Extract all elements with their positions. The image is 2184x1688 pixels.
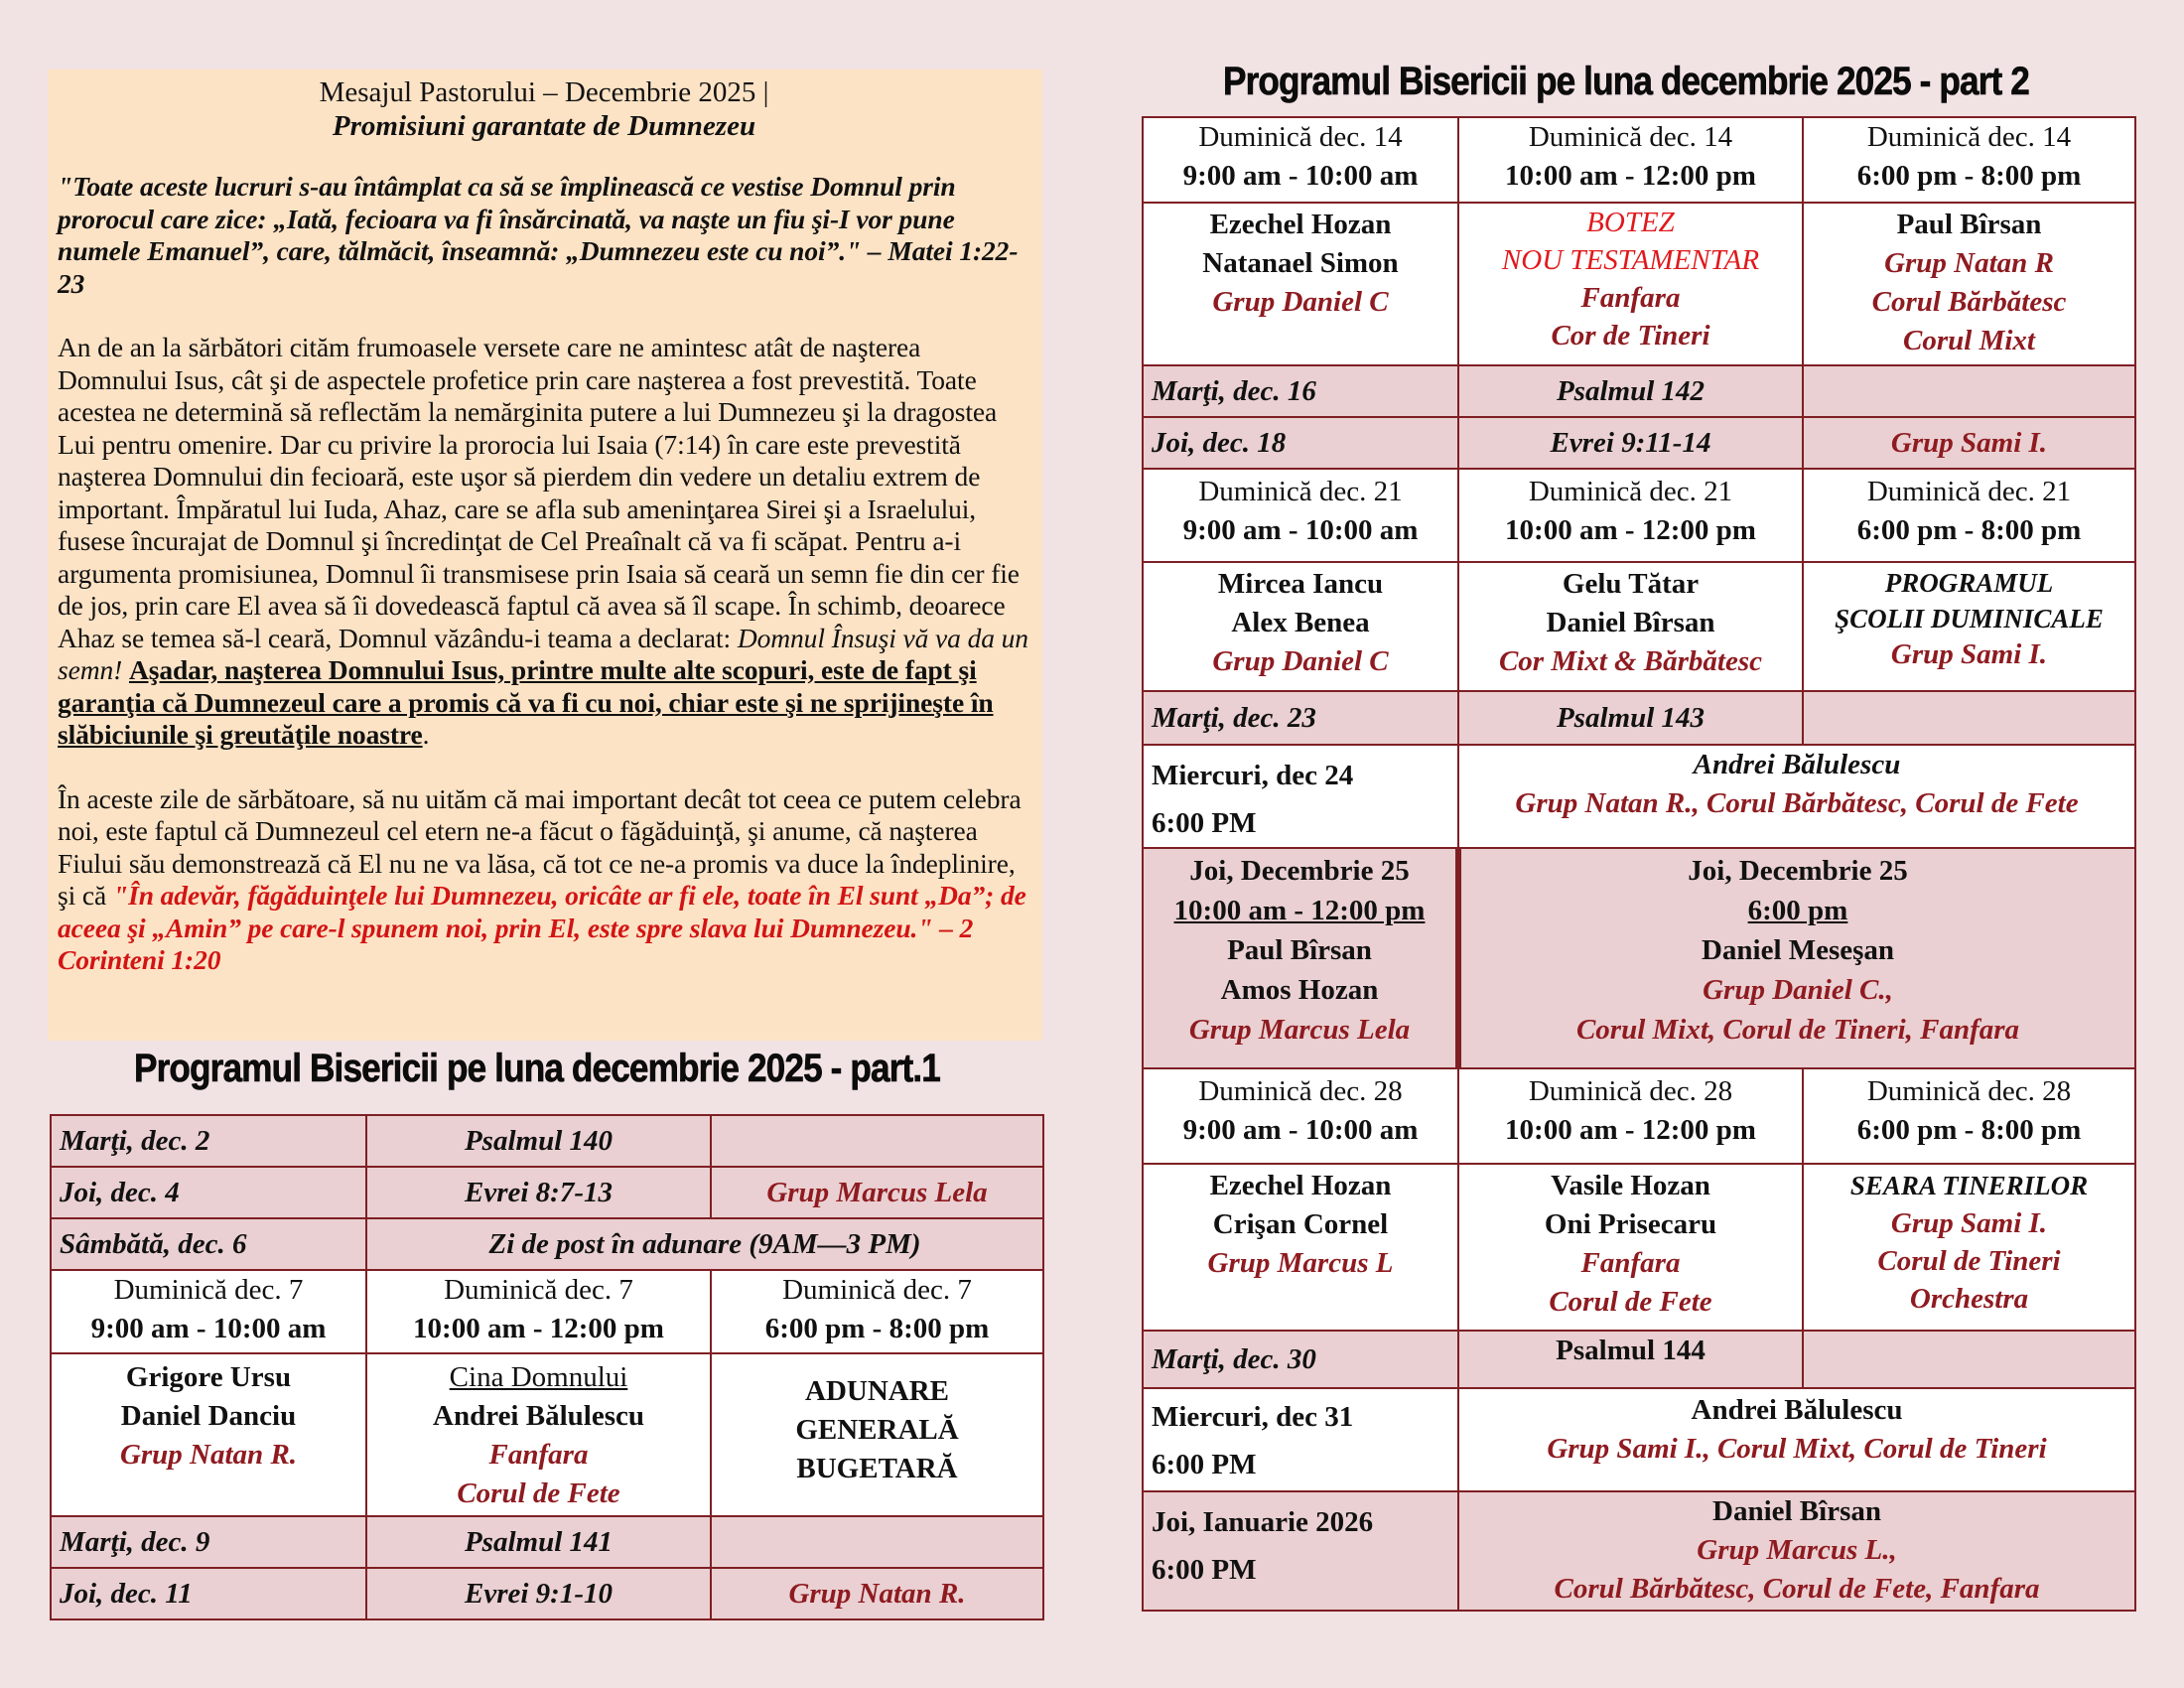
- row-reading: Psalmul 144: [1458, 1331, 1803, 1388]
- group: Orchestra: [1909, 1283, 2029, 1315]
- row-label: Marţi, dec. 9: [51, 1516, 366, 1568]
- event-line: BOTEZ: [1586, 207, 1675, 238]
- service-time: 10:00 am - 12:00 pm: [1505, 1114, 1756, 1146]
- event-time: 6:00 PM: [1152, 1449, 1257, 1480]
- service-day: Duminică dec. 14: [1528, 121, 1733, 153]
- row-dec-25: [1143, 848, 2135, 1068]
- paragraph-1-text: An de an la sărbători cităm frumoasele versete care ne amintesc atât de naşterea Domnului Isus, cât şi de aspectele profetice prin care naşterea a fost prevestită. Toate acestea ne determină să reflectăm la nemărginita putere a lui Dumnezeu şi la dragostea Lui pentru omenire. Dar cu privire la prorocia lui Isaia (7:14) în care este prevestită naşterea Domnului din fecioară, este uşor să pierdem din vedere un detaliu extrem de important. Împăratul lui Iuda, Ahaz, care se afla sub ameninţarea Sirei şi a Israelului, fusese încurajat de Domnul şi încredinţat de Cel Preaînalt că va fi scăpat. Pentru a-i argumenta promisiunea, Domnul îi transmisese prin Isaia să ceară un semn fie din cer fie de jos, prin care El avea să îi dovedească faptul că avea să îl scape. În schimb, deoarece Ahaz se temea să-l ceară, Domnul văzându-i teama a declarat:: [58, 332, 1020, 653]
- group: Grup Natan R.: [119, 1439, 298, 1471]
- message-paragraph-2: [58, 783, 1030, 977]
- group: Fanfara: [1580, 282, 1681, 314]
- message-paragraph-1: [58, 332, 1030, 752]
- service-details: [1803, 562, 2135, 691]
- service-day: Duminică dec. 21: [1866, 476, 2072, 507]
- row-empty: [1803, 365, 2135, 417]
- service-time: 9:00 am - 10:00 am: [1182, 160, 1419, 192]
- group: Corul de Fete: [1549, 1286, 1712, 1318]
- service-header: [1803, 469, 2135, 562]
- paragraph-2-text: În aceste zile de sărbătoare, să nu uităm că mai important decât tot ceea ce putem celebra noi, este faptul că Dumnezeul cel etern ne-a făcut o făgăduinţă, şi anume, că naşterea Fiului său demonstrează că El nu ne va lăsa, că tot ce ne-a promis va duce la îndeplinire, şi că: [58, 782, 1022, 911]
- service-day: Duminică dec. 7: [113, 1274, 304, 1306]
- event-line: ŞCOLII DUMINICALE: [1835, 604, 2104, 633]
- group: Cor Mixt & Bărbătesc: [1498, 645, 1763, 677]
- group: Corul de Fete: [457, 1477, 620, 1509]
- service-details: [1458, 203, 1803, 365]
- part1-schedule-table: [50, 1114, 1044, 1620]
- row-reading: Evrei 9:11-14: [1458, 417, 1803, 469]
- group: Grup Natan R: [1884, 247, 2054, 279]
- message-subtitle: Promisiuni garantate de Dumnezeu: [332, 110, 756, 142]
- service-time: 6:00 pm - 8:00 pm: [1856, 514, 2082, 546]
- service-header: [366, 1270, 711, 1353]
- group: Cor de Tineri: [1551, 320, 1710, 352]
- group: Grup Daniel C: [1212, 645, 1389, 677]
- row-dec-6: [51, 1218, 1043, 1270]
- speaker: Daniel Danciu: [120, 1400, 297, 1432]
- row-dec-9: [51, 1516, 1043, 1568]
- event-line: PROGRAMUL: [1884, 568, 2054, 598]
- service-details: [1143, 562, 1458, 691]
- group: Grup Sami I.: [1890, 1207, 2048, 1239]
- service-time: 6:00 pm - 8:00 pm: [1856, 160, 2082, 192]
- service-header: [711, 1270, 1043, 1353]
- service-time: 9:00 am - 10:00 am: [1182, 514, 1419, 546]
- event-line: ADUNARE: [805, 1375, 949, 1407]
- row-dec-14-times: [1143, 117, 2135, 203]
- christmas-evening: [1458, 848, 2135, 1068]
- row-empty: [1803, 1331, 2135, 1388]
- row-dec-28-details: [1143, 1164, 2135, 1331]
- group: Corul Bărbătesc, Corul de Fete, Fanfara: [1554, 1573, 2040, 1605]
- row-empty: [711, 1115, 1043, 1167]
- event-details: [1458, 1491, 2135, 1611]
- row-label: Marţi, dec. 23: [1143, 691, 1458, 745]
- event-details: [1458, 745, 2135, 848]
- group: Grup Marcus Lela: [1188, 1014, 1411, 1046]
- paragraph-1-bold: Aşadar, naşterea Domnului Isus, printre multe alte scopuri, este de fapt şi garanţia că Dumnezeul care a promis că va fi cu noi, chiar este şi ne sprijineşte în slăbiciunile şi greutăţile noastre: [58, 654, 994, 750]
- group: Grup Marcus L: [1207, 1247, 1394, 1279]
- row-group: Grup Marcus Lela: [711, 1167, 1043, 1218]
- service-day: Duminică dec. 14: [1866, 121, 2072, 153]
- service-header: [1803, 117, 2135, 203]
- group: Corul Mixt, Corul de Tineri, Fanfara: [1575, 1014, 2020, 1046]
- speaker: Ezechel Hozan: [1209, 209, 1392, 240]
- service-day: Duminică dec. 28: [1866, 1075, 2072, 1107]
- event-time: 10:00 am - 12:00 pm: [1173, 895, 1426, 926]
- service-time: 9:00 am - 10:00 am: [90, 1313, 327, 1344]
- service-time: 10:00 am - 12:00 pm: [1505, 160, 1756, 192]
- speaker: Daniel Bîrsan: [1546, 607, 1715, 638]
- row-label: Marţi, dec. 16: [1143, 365, 1458, 417]
- row-reading: Psalmul 143: [1458, 691, 1803, 745]
- service-day: Duminică dec. 28: [1528, 1075, 1733, 1107]
- speaker: Natanael Simon: [1202, 247, 1399, 279]
- row-dec-21-times: [1143, 469, 2135, 562]
- speaker: Grigore Ursu: [125, 1361, 292, 1393]
- row-dec-14-details: [1143, 203, 2135, 365]
- speaker: Mircea Iancu: [1217, 568, 1384, 600]
- group: Grup Sami I.: [1890, 638, 2048, 670]
- group: Fanfara: [488, 1439, 589, 1471]
- service-details: [1458, 562, 1803, 691]
- service-header: [1143, 117, 1458, 203]
- service-time: 10:00 am - 12:00 pm: [413, 1313, 664, 1344]
- row-dec-23: [1143, 691, 2135, 745]
- part2-schedule-table: [1142, 116, 2136, 1612]
- service-time: 10:00 am - 12:00 pm: [1505, 514, 1756, 546]
- row-label: [1143, 1388, 1458, 1491]
- row-dec-18: [1143, 417, 2135, 469]
- group: Grup Daniel C: [1212, 286, 1389, 318]
- row-label: [1143, 745, 1458, 848]
- service-header: [1458, 1068, 1803, 1164]
- service-day: Duminică dec. 21: [1198, 476, 1403, 507]
- paragraph-1-italic: Domnul Însuşi vă va da un semn!: [58, 622, 1028, 685]
- event-line: GENERALĂ: [795, 1414, 959, 1446]
- row-dec-21-details: [1143, 562, 2135, 691]
- event-day: Joi, Ianuarie 2026: [1152, 1506, 1374, 1538]
- row-dec-11: [51, 1568, 1043, 1619]
- row-label: Sâmbătă, dec. 6: [51, 1218, 366, 1270]
- row-reading: Evrei 9:1-10: [366, 1568, 711, 1619]
- speaker: Andrei Bălulescu: [1691, 1394, 1903, 1426]
- speaker: Daniel Meseşan: [1701, 934, 1895, 966]
- event-line: BUGETARĂ: [796, 1453, 958, 1484]
- service-header: [51, 1270, 366, 1353]
- row-group: Grup Natan R.: [711, 1568, 1043, 1619]
- row-dec-24: [1143, 745, 2135, 848]
- row-reading: Psalmul 140: [366, 1115, 711, 1167]
- service-time: 6:00 pm - 8:00 pm: [764, 1313, 990, 1344]
- speaker: Andrei Bălulescu: [1693, 749, 1901, 780]
- paragraph-1-end: .: [422, 719, 430, 750]
- row-dec-30: [1143, 1331, 2135, 1388]
- group: Grup Marcus L.,: [1697, 1534, 1897, 1566]
- service-header: [1458, 117, 1803, 203]
- row-empty: [1803, 691, 2135, 745]
- event-day: Miercuri, dec 24: [1152, 760, 1354, 791]
- pastor-message: [48, 70, 1042, 1041]
- service-day: Duminică dec. 28: [1198, 1075, 1403, 1107]
- speaker: Oni Prisecaru: [1544, 1208, 1717, 1240]
- service-details: [1458, 1164, 1803, 1331]
- christmas-morning: [1143, 848, 1458, 1068]
- row-dec-28-times: [1143, 1068, 2135, 1164]
- speaker: Vasile Hozan: [1551, 1170, 1710, 1201]
- event-line: NOU TESTAMENTAR: [1501, 244, 1760, 276]
- speaker: Andrei Bălulescu: [433, 1400, 644, 1432]
- service-details: [1143, 1164, 1458, 1331]
- service-details: [1803, 1164, 2135, 1331]
- message-verse: "Toate aceste lucruri s-au întâmplat ca să se împlinească ce vestise Domnul prin prorocul care zice: „Iată, fecioara va fi însărcinată, va naşte un fiu şi-I vor pune numele Emanuel”, care, tălmăcit, înseamnă: „Dumnezeu este cu noi”." – Matei 1:22-23: [58, 171, 1019, 299]
- group: Grup Sami I., Corul Mixt, Corul de Tineri: [1547, 1433, 2047, 1465]
- speaker: Crişan Cornel: [1212, 1208, 1389, 1240]
- row-label: Joi, dec. 4: [51, 1167, 366, 1218]
- speaker: Daniel Bîrsan: [1712, 1495, 1881, 1527]
- row-reading: Psalmul 141: [366, 1516, 711, 1568]
- row-dec-31: [1143, 1388, 2135, 1491]
- service-details: [51, 1353, 366, 1516]
- service-day: Duminică dec. 7: [444, 1274, 633, 1306]
- message-title: Mesajul Pastorului – Decembrie 2025 |: [319, 76, 769, 108]
- row-empty: [711, 1516, 1043, 1568]
- message-header: [58, 75, 1030, 143]
- part2-title: Programul Bisericii pe luna decembrie 2025 - part 2: [1223, 60, 2029, 103]
- event-day: Joi, Decembrie 25: [1688, 855, 1908, 887]
- event-time: 6:00 PM: [1152, 1554, 1257, 1586]
- row-dec-7-details: [51, 1353, 1043, 1516]
- row-reading: Psalmul 142: [1458, 365, 1803, 417]
- service-day: Duminică dec. 7: [782, 1274, 972, 1306]
- event-details: [1458, 1388, 2135, 1491]
- row-label: Marţi, dec. 30: [1143, 1331, 1458, 1388]
- service-header: [1143, 1068, 1458, 1164]
- row-label: Marţi, dec. 2: [51, 1115, 366, 1167]
- event-time: 6:00 PM: [1152, 807, 1257, 839]
- speaker: Amos Hozan: [1220, 974, 1379, 1006]
- event-day: Miercuri, dec 31: [1152, 1401, 1354, 1433]
- row-dec-16: [1143, 365, 2135, 417]
- group: Corul Mixt: [1903, 325, 2035, 356]
- speaker: Alex Benea: [1231, 607, 1370, 638]
- service-details: [711, 1353, 1043, 1516]
- paragraph-2-quote: "În adevăr, făgăduinţele lui Dumnezeu, oricâte ar fi ele, toate în El sunt „Da”; de aceea şi „Amin” pe care-l spunem noi, prin El, este spre slava lui Dumnezeu." – 2 Corinteni 1:20: [58, 880, 1026, 975]
- group: Grup Daniel C.,: [1703, 974, 1893, 1006]
- row-event: Zi de post în adunare (9AM—3 PM): [366, 1218, 1043, 1270]
- group: Fanfara: [1580, 1247, 1681, 1279]
- service-details: [1803, 203, 2135, 365]
- row-dec-7-times: [51, 1270, 1043, 1353]
- row-label: Joi, dec. 11: [51, 1568, 366, 1619]
- event-day: Joi, Decembrie 25: [1189, 855, 1410, 887]
- service-details: [366, 1353, 711, 1516]
- service-note: Cina Domnului: [449, 1361, 628, 1393]
- speaker: Gelu Tătar: [1562, 568, 1700, 600]
- speaker: Ezechel Hozan: [1209, 1170, 1392, 1201]
- service-details: [1143, 203, 1458, 365]
- speaker: Paul Bîrsan: [1227, 934, 1372, 966]
- event-time: 6:00 pm: [1747, 895, 1848, 926]
- group: Corul Bărbătesc: [1871, 286, 2067, 318]
- event-line: SEARA TINERILOR: [1849, 1171, 2089, 1200]
- row-jan-2026: [1143, 1491, 2135, 1611]
- part1-title: Programul Bisericii pe luna decembrie 2025 - part.1: [134, 1047, 940, 1090]
- service-header: [1803, 1068, 2135, 1164]
- service-day: Duminică dec. 14: [1198, 121, 1403, 153]
- group: Grup Natan R., Corul Bărbătesc, Corul de Fete: [1515, 787, 2079, 819]
- group: Corul de Tineri: [1877, 1245, 2061, 1277]
- speaker: Paul Bîrsan: [1896, 209, 2042, 240]
- service-time: 6:00 pm - 8:00 pm: [1856, 1114, 2082, 1146]
- row-group: Grup Sami I.: [1803, 417, 2135, 469]
- service-day: Duminică dec. 21: [1528, 476, 1733, 507]
- row-label: [1143, 1491, 1458, 1611]
- service-time: 9:00 am - 10:00 am: [1182, 1114, 1419, 1146]
- row-dec-2: [51, 1115, 1043, 1167]
- service-header: [1143, 469, 1458, 562]
- row-reading: Evrei 8:7-13: [366, 1167, 711, 1218]
- service-header: [1458, 469, 1803, 562]
- row-label: Joi, dec. 18: [1143, 417, 1458, 469]
- row-dec-4: [51, 1167, 1043, 1218]
